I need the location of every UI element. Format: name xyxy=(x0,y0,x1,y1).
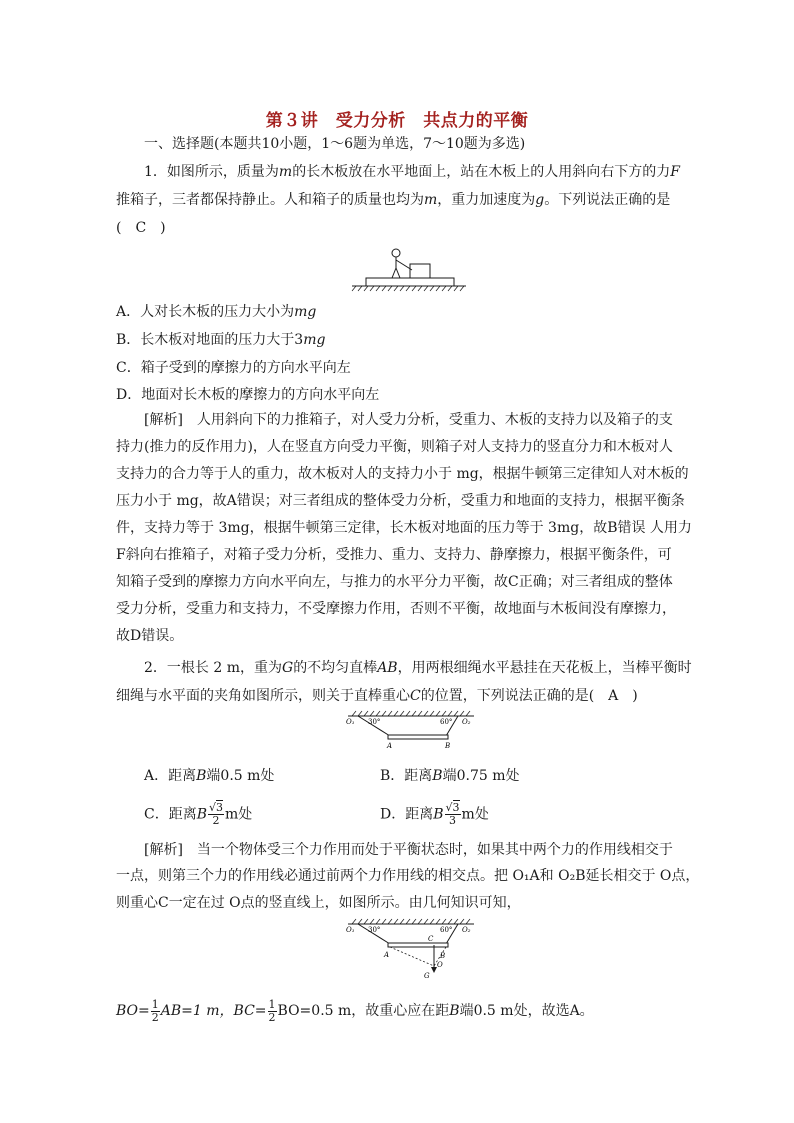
q1-option-b: B．长木板对地面的压力大于3mg xyxy=(116,332,326,348)
q2-conclusion: BO= $\frac{1}{2}$ AB=1 m，BC= $\frac{1}{2}$ BO=0.5 m，故重心应在距B端0.5 m处，故选A。 xyxy=(116,997,594,1024)
svg-text:30°: 30° xyxy=(368,926,381,934)
q2-figure xyxy=(344,710,478,754)
svg-text:O₁: O₁ xyxy=(346,718,355,726)
q1-answer: ( C ) xyxy=(116,220,166,236)
svg-text:C: C xyxy=(428,935,434,943)
q2-stem-line1: 2．一根长 2 m，重为G的不均匀直棒AB，用两根细绳水平悬挂在天花板上，当棒平衡时 xyxy=(144,660,692,676)
q1-figure xyxy=(348,244,470,294)
svg-text:B: B xyxy=(445,742,451,750)
q2-option-a: A．距离B端0.5 m处 xyxy=(144,768,275,784)
svg-text:60°: 60° xyxy=(440,926,453,934)
svg-text:60°: 60° xyxy=(440,718,453,726)
page-title: 第３讲 受力分析 共点力的平衡 xyxy=(265,111,529,131)
q1-option-d: D．地面对长木板的摩擦力的方向水平向左 xyxy=(116,387,380,403)
svg-text:O₁: O₁ xyxy=(346,926,355,934)
q2-option-b: B．距离B端0.75 m处 xyxy=(380,768,520,784)
q2-option-c: C．距离B $\frac{√3}{2}$ m处 xyxy=(144,801,253,827)
q2-stem-line2: 细绳与水平面的夹角如图所示，则关于直棒重心C的位置，下列说法正确的是( A ) xyxy=(116,688,638,704)
svg-text:30°: 30° xyxy=(368,718,381,726)
svg-text:O₂: O₂ xyxy=(462,926,471,934)
q2-solution-figure xyxy=(344,918,478,980)
section-heading: 一、选择题(本题共10小题，1～6题为单选，7～10题为多选) xyxy=(144,136,526,152)
svg-text:O₂: O₂ xyxy=(462,718,471,726)
q1-option-a: A．人对长木板的压力大小为mg xyxy=(116,304,317,320)
q1-option-c: C．箱子受到的摩擦力的方向水平向左 xyxy=(116,360,351,376)
svg-text:G: G xyxy=(424,972,430,980)
q2-option-d: D．距离B $\frac{√3}{3}$ m处 xyxy=(380,801,489,827)
svg-text:A: A xyxy=(384,951,390,959)
document-page: 第３讲 受力分析 共点力的平衡 一、选择题(本题共10小题，1～6题为单选，7～10题为多选) 1．如图所示，质量为m的长木板放在水平地面上，站在木板上的人用斜向右下方的力F 推箱子，三者都保持静止。人和箱子的质量也均为m，重力加速度为g。下列说法正确的是 ( C ) A．人对长木板的压力大小为mg B．长木板对地面的压力大于3mg C．箱子受到的摩擦力的方向水平向左 D．地面对长木板的摩擦力的方向水平向左 [解析] 人用斜向下的力推箱子，对人受力分析，受重力、木板的支持力以及箱子的支 持力(推力的反作用力)，人在竖直方向受力平衡，则箱子对人支持力的竖直分力和木板对人 支持力的合力等于人的重力，故木板对人的支持力小于 mg，根据牛顿第三定律知人对木板的 压力小于 mg，故A错误；对三者组成的整体受力分析，受重力和地面的支持力，根据平衡条 件，支持力等于 3mg，根据牛顿第三定律，长木板对地面的压力等于 3mg，故B错误 人用力 F斜向右推箱子，对箱子受力分析，受推力、重力、支持力、静摩擦力，根据平衡条件，可 知箱子受到的摩擦力方向水平向左，与推力的水平分力平衡，故C正确；对三者组成的整体 受力分析，受重力和支持力，不受摩擦力作用，否则不平衡，故地面与木板间没有摩擦力， 故D错误。 2．一根长 2 m，重为G的不均匀直棒AB，用两根细绳水平悬挂在天花板上，当棒平衡时 细绳与水平面的夹角如图所示，则关于直棒重心C的位置，下列说法正确的是( A ) O₁ 30° 60° O₂ A B A．距离B端0.5 m处 B．距离B端0.75 m处 C．距离B $\frac{√3}{2}$ m处 D．距离B $\frac{√3}{3}$ m处 [解析] 当一个物体受三个力作用而处于平衡状态时，如果其中两个力的作用线相交于 一点，则第三个力的作用线必通过前两个力作用线的相交点。把 O₁A和 O₂B延长相交于 O点， 则重心C一定在过 O点的竖直线上，如图所示。由几何知识可知， O₁ 30° 60° O₂ C A B O G BO= $\frac{1}{2}$ AB=1 m，BC= $\frac{1}{2}$ BO=0.5 m，故重心应在距B端0.5 m处，故选A。 xyxy=(0,0,794,1123)
svg-text:O: O xyxy=(437,961,443,969)
svg-text:A: A xyxy=(387,742,393,750)
q1-stem-line1: 1．如图所示，质量为m的长木板放在水平地面上，站在木板上的人用斜向右下方的力F xyxy=(144,164,680,180)
q1-stem-line2: 推箱子，三者都保持静止。人和箱子的质量也均为m，重力加速度为g。下列说法正确的是 xyxy=(116,192,671,208)
svg-text:B: B xyxy=(440,952,446,960)
